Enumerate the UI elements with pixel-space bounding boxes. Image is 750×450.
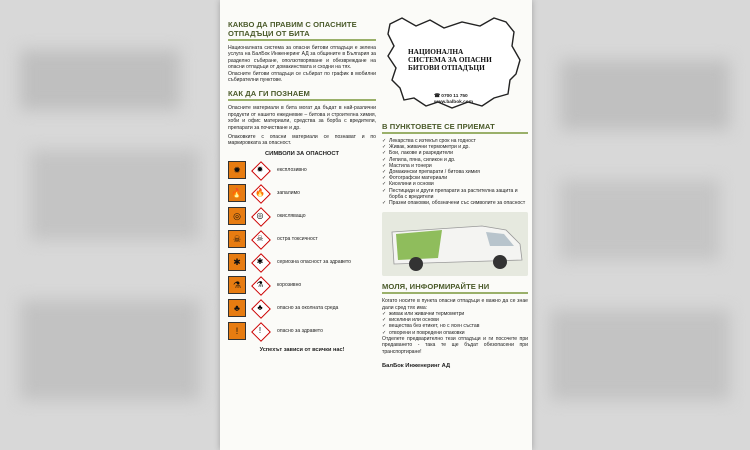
accepted-items-list [382,138,528,206]
old-health-hazard-icon: ✱ [228,253,246,271]
check-item: ✓ вещества без етикет, но с ясен състав [382,323,480,330]
heading-rule [228,39,376,41]
marking-paragraph: Опаковките с опасни материали се познават и по маркировката за опасност. [228,134,376,147]
separate-paragraph: Отделете предварително тези отпадъци и ги посочете при предаването - така те ще бъдат обезопасени при транспортиране! [382,335,528,355]
accepted-item-text: Живак, живачни термометри и др. [389,144,470,151]
check-item-text: вещества без етикет, но с ясен състав [389,323,480,330]
van-illustration [382,212,528,276]
heading-what-to-do: КАКВО ДА ПРАВИМ С ОПАСНИТЕ ОТПАДЪЦИ ОТ БИТА [228,20,357,38]
hazard-label: сериозна опасност за здравето [277,259,352,266]
accepted-item-text: Празни опаковки, обозначени със символите за опасност [389,200,526,207]
check-item-text: живак или живачни термометри [389,311,465,318]
hazard-symbol-row [228,251,376,274]
ghs-environment-icon: ♣ [251,299,269,317]
ghs-health-hazard-icon: ✱ [251,253,269,271]
accepted-item: ✓ Мастила и тонери [382,162,432,169]
hazard-symbol-row [228,320,376,343]
leaflet [220,0,532,450]
accepted-item: ✓ Лекарства с изтекъл срок на годност [382,138,476,144]
heading-rule [382,132,528,134]
accepted-item: ✓ Лепила, пяна, силикон и др. [382,156,456,163]
intro-paragraph: Националната система за опасни битови отпадъци е зелена услуга на БалБок Инженеринг АД за общините в България за разделно събиране, оползотворяване и обезвреждане на опасни отпадъци от домакинствата и сходни на тях. [228,45,376,71]
hazard-label: окисляващо [277,213,306,220]
bulgaria-map [382,8,528,120]
heading-accepted: В ПУНКТОВЕТЕ СЕ ПРИЕМАТ [382,122,495,131]
left-column [228,20,376,353]
hazard-symbol-row [228,205,376,228]
old-exclamation-icon: ! [228,322,246,340]
phone-number: ☎ 0700 11 750 [434,94,468,99]
accepted-item-text: Лекарства с изтекъл срок на годност [389,138,476,144]
hazard-label: корозивно [277,282,302,289]
accepted-item-text: Мастила и тонери [389,162,432,169]
hazard-symbol-row [228,297,376,320]
old-oxidizing-icon: ◎ [228,207,246,225]
accepted-item: ✓ Празни опаковки, обозначени със символите за опасност [382,200,526,207]
check-items-list [382,311,528,336]
old-environment-icon: ♣ [228,299,246,317]
accepted-item: ✓ Живак, живачни термометри и др. [382,144,470,151]
symbols-title: СИМВОЛИ ЗА ОПАСНОСТ [264,150,340,157]
accepted-item-text: Лепила, пяна, силикон и др. [389,156,456,163]
hazard-label: остра токсичност [277,236,318,243]
accepted-item: ✓ Бои, лакове и разредители [382,150,454,157]
accepted-item: ✓ Фотографски материали [382,175,448,182]
check-item-text: отворени и повредени опаковки [389,329,465,336]
heading-please-inform: МОЛЯ, ИНФОРМИРАЙТЕ НИ [382,282,490,292]
map-title: НАЦИОНАЛНА СИСТЕМА ЗА ОПАСНИ БИТОВИ ОТПАДЪЦИ [408,47,492,72]
check-item: ✓ живак или живачни термометри [382,311,465,318]
hazard-label: опасно за околната среда [277,305,339,312]
collection-van-image [382,212,528,276]
right-column [382,8,528,369]
accepted-item-text: Бои, лакове и разредители [389,150,454,157]
old-flammable-icon: 🔥 [228,184,246,202]
website: www.balbok.com [434,100,474,105]
hazard-symbol-row [228,182,376,205]
accepted-item-text: Киселини и основи [389,181,434,188]
check-item: ✓ отворени и повредени опаковки [382,329,465,336]
old-toxic-icon: ☠ [228,230,246,248]
hazard-symbol-row [228,228,376,251]
check-item: ✓ киселини или основи [382,317,439,324]
ghs-flammable-icon: 🔥 [251,184,269,202]
hazard-symbol-row [228,274,376,297]
ghs-exclamation-icon: ! [251,322,269,340]
accepted-item: ✓ Домакински препарати / битова химия [382,169,480,176]
old-corrosive-icon: ⚗ [228,276,246,294]
ghs-explosive-icon: ✹ [251,161,269,179]
inform-paragraph: Когато носите в пункта опасни отпадъци е важно да се знае дали сред тях има: [382,298,528,311]
accepted-item-text: Пестициди и други препарати за растителна защита и борба с вредители [389,187,518,200]
hazard-symbol-row [228,159,376,182]
ghs-oxidizing-icon: ◎ [251,207,269,225]
accepted-item: ✓ Киселини и основи [382,181,434,188]
contact-info [434,94,473,106]
accepted-item-text: Домакински препарати / битова химия [389,169,480,176]
hazard-symbols-list [228,159,376,343]
heading-rule [382,292,528,294]
accepted-item: ✓ Пестициди и други препарати за растителна защита и борба с вредители [382,187,518,200]
hazard-label: експлозивно [277,167,307,174]
company-name: БалБок Инженеринг АД [382,363,451,370]
ghs-corrosive-icon: ⚗ [251,276,269,294]
accepted-item-text: Фотографски материали [389,175,448,182]
hazard-label: запалимо [277,190,300,197]
materials-paragraph: Опасните материали в бита могат да бъдат в най-различни продукти от нашето ежедневие – битова и строителна химия, хоби и офис материали, средства за борба с вредители, препарати за почистване и др. [228,105,376,131]
check-item-text: киселини или основи [389,317,439,324]
tagline: Успехът зависи от всички нас! [259,346,345,353]
hazard-label: опасно за здравето [277,328,323,335]
heading-how-to-recognize: КАК ДА ГИ ПОЗНАЕМ [228,89,310,99]
old-explosive-icon: ✹ [228,161,246,179]
schedule-paragraph: Опасните битови отпадъци се събират по график в мобилни събирателни пунктове. [228,70,376,84]
ghs-toxic-icon: ☠ [251,230,269,248]
heading-rule [228,99,376,101]
